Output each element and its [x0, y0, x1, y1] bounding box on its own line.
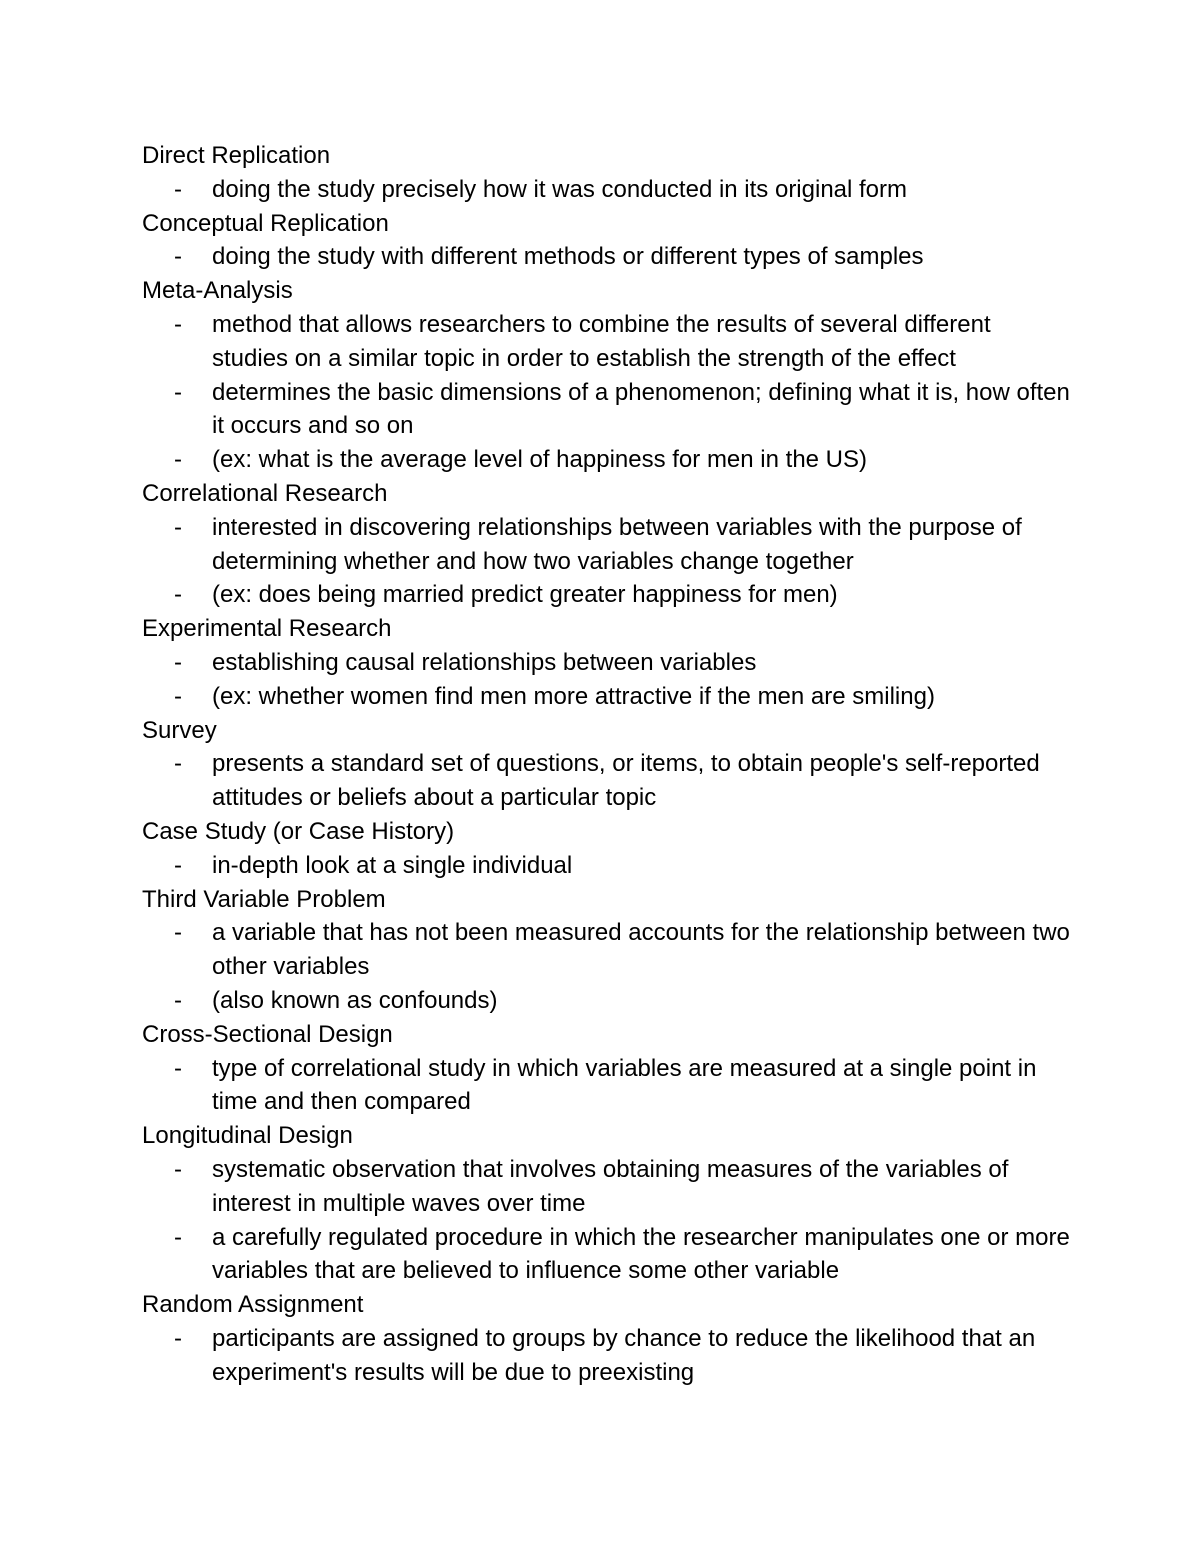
list-item-text: a variable that has not been measured accounts for the relationship between two other variables [212, 919, 1070, 981]
list-item [142, 1322, 1072, 1390]
term-heading: Experimental Research [142, 615, 392, 643]
list-item-text: (ex: whether women find men more attractive if the men are smiling) [212, 682, 935, 710]
bullet-dash: - [174, 986, 182, 1014]
definition-list [142, 511, 1072, 612]
bullet-dash: - [174, 310, 182, 338]
section-correlational-research [142, 477, 1072, 612]
term-heading: Correlational Research [142, 479, 388, 507]
bullet-dash: - [174, 581, 182, 609]
term-heading: Longitudinal Design [142, 1122, 353, 1150]
list-item-text: a carefully regulated procedure in which the researcher manipulates one or more variables that are believed to influence some other variable [212, 1223, 1070, 1285]
definition-list [142, 747, 1072, 815]
list-item [142, 849, 1072, 883]
list-item [142, 747, 1072, 815]
bullet-dash: - [174, 446, 182, 474]
definition-list [142, 916, 1072, 1017]
definition-list [142, 1153, 1072, 1288]
list-item-text: systematic observation that involves obtaining measures of the variables of interest in multiple waves over time [212, 1155, 1009, 1217]
list-item-text: method that allows researchers to combine the results of several different studies on a similar topic in order to establish the strength of the effect [212, 310, 991, 372]
list-item [142, 511, 1072, 579]
section-cross-sectional-design [142, 1018, 1072, 1119]
term-heading: Meta-Analysis [142, 277, 293, 305]
list-item [142, 578, 1072, 612]
bullet-dash: - [174, 1324, 182, 1352]
definition-list [142, 173, 1072, 207]
term-heading: Cross-Sectional Design [142, 1020, 393, 1048]
term-heading: Random Assignment [142, 1291, 364, 1319]
list-item [142, 173, 1072, 207]
list-item [142, 443, 1072, 477]
bullet-dash: - [174, 851, 182, 879]
list-item-text: type of correlational study in which variables are measured at a single point in time and then compared [212, 1054, 1037, 1116]
list-item-text: interested in discovering relationships between variables with the purpose of determining whether and how two variables change together [212, 513, 1022, 575]
section-experimental-research [142, 612, 1072, 713]
list-item [142, 984, 1072, 1018]
list-item-text: presents a standard set of questions, or items, to obtain people's self-reported attitudes or beliefs about a particular topic [212, 750, 1040, 812]
list-item [142, 680, 1072, 714]
list-item-text: in-depth look at a single individual [212, 851, 573, 879]
definition-list [142, 1052, 1072, 1120]
section-meta-analysis [142, 274, 1072, 477]
definition-list [142, 646, 1072, 714]
list-item [142, 1153, 1072, 1221]
bullet-dash: - [174, 378, 182, 406]
bullet-dash: - [174, 1054, 182, 1082]
section-conceptual-replication [142, 207, 1072, 275]
section-survey [142, 714, 1072, 815]
section-case-study [142, 815, 1072, 883]
bullet-dash: - [174, 175, 182, 203]
definition-list [142, 1322, 1072, 1390]
section-third-variable-problem [142, 883, 1072, 1018]
term-heading: Survey [142, 716, 217, 744]
bullet-dash: - [174, 682, 182, 710]
list-item [142, 1221, 1072, 1289]
list-item [142, 646, 1072, 680]
list-item [142, 240, 1072, 274]
list-item-text: doing the study with different methods or different types of samples [212, 243, 924, 271]
list-item [142, 916, 1072, 984]
document-page [142, 139, 1072, 1389]
bullet-dash: - [174, 513, 182, 541]
list-item-text: doing the study precisely how it was conducted in its original form [212, 175, 908, 203]
section-longitudinal-design [142, 1119, 1072, 1288]
list-item-text: (ex: what is the average level of happiness for men in the US) [212, 446, 868, 474]
list-item-text: (ex: does being married predict greater happiness for men) [212, 581, 838, 609]
list-item-text: establishing causal relationships between variables [212, 648, 757, 676]
definition-list [142, 240, 1072, 274]
list-item-text: participants are assigned to groups by chance to reduce the likelihood that an experiment's results will be due to preexisting [212, 1324, 1036, 1386]
list-item [142, 308, 1072, 376]
bullet-dash: - [174, 1223, 182, 1251]
term-heading: Case Study (or Case History) [142, 817, 455, 845]
list-item-text: determines the basic dimensions of a phenomenon; defining what it is, how often it occurs and so on [212, 378, 1070, 440]
bullet-dash: - [174, 243, 182, 271]
list-item-text: (also known as confounds) [212, 986, 498, 1014]
bullet-dash: - [174, 919, 182, 947]
list-item [142, 1052, 1072, 1120]
definition-list [142, 849, 1072, 883]
definition-list [142, 308, 1072, 477]
section-direct-replication [142, 139, 1072, 207]
term-heading: Third Variable Problem [142, 885, 386, 913]
term-heading: Conceptual Replication [142, 209, 389, 237]
term-heading: Direct Replication [142, 142, 331, 169]
bullet-dash: - [174, 750, 182, 778]
list-item [142, 376, 1072, 444]
bullet-dash: - [174, 1155, 182, 1183]
section-random-assignment [142, 1288, 1072, 1389]
bullet-dash: - [174, 648, 182, 676]
